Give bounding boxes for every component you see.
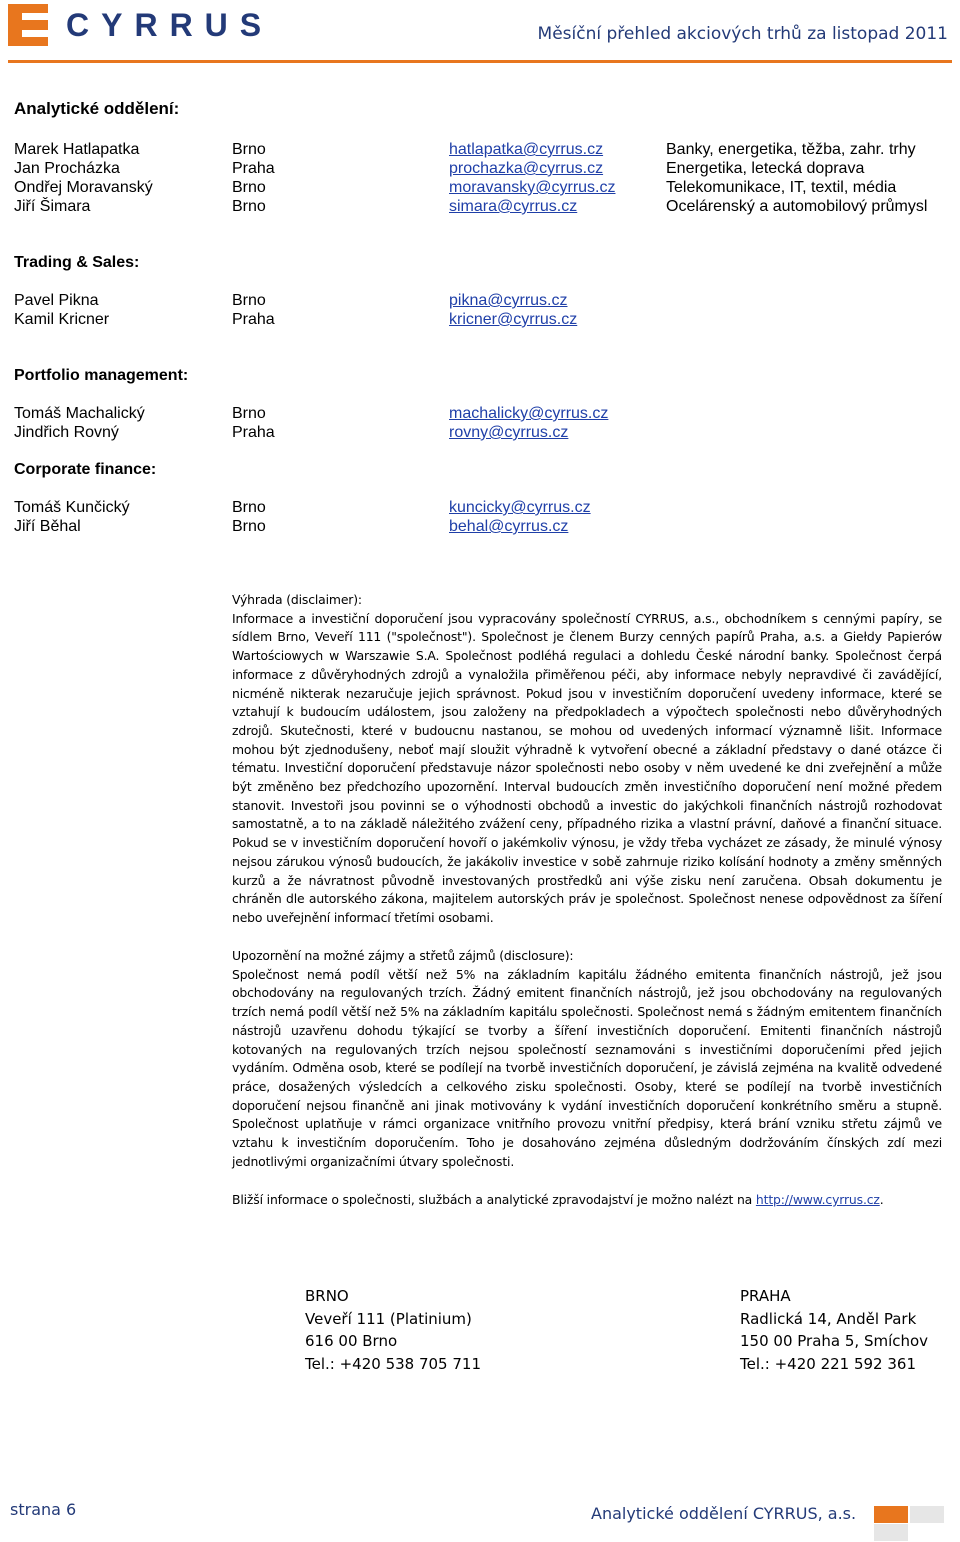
corporate-heading: Corporate finance: — [14, 461, 157, 478]
office-phone: Tel.: +420 221 592 361 — [740, 1354, 916, 1373]
office-phone: Tel.: +420 538 705 711 — [305, 1354, 481, 1373]
analytics-heading: Analytické oddělení: — [14, 99, 180, 118]
contact-name: Marek Hatlapatka — [14, 141, 140, 158]
office-brno — [305, 1285, 481, 1375]
contact-focus: Banky, energetika, těžba, zahr. trhy — [666, 141, 916, 158]
disclosure-label: Upozornění na možné zájmy a střetů zájmů (disclosure): — [232, 948, 574, 963]
contact-city: Brno — [232, 179, 266, 196]
contact-row — [14, 310, 954, 329]
contact-city: Brno — [232, 405, 266, 422]
contact-email-link[interactable]: machalicky@cyrrus.cz — [449, 405, 609, 422]
trading-heading: Trading & Sales: — [14, 254, 140, 271]
contact-email-link[interactable]: hatlapatka@cyrrus.cz — [449, 141, 604, 158]
contact-email-link[interactable]: behal@cyrrus.cz — [449, 518, 569, 535]
contact-city: Praha — [232, 424, 275, 441]
office-street: Veveří 111 (Platinium) — [305, 1309, 472, 1328]
contact-city: Praha — [232, 160, 275, 177]
office-praha — [740, 1285, 928, 1375]
website-link[interactable]: http://www.cyrrus.cz — [755, 1192, 880, 1207]
contact-name: Tomáš Kunčický — [14, 499, 130, 516]
contact-name: Jan Procházka — [14, 160, 120, 177]
more-info-text: Bližší informace o společnosti, službách a analytické zpravodajství je možno nalézt na — [232, 1192, 756, 1207]
contact-city: Brno — [232, 141, 266, 158]
office-city: PRAHA — [740, 1287, 791, 1305]
office-street: Radlická 14, Anděl Park — [740, 1309, 917, 1328]
grey-square-icon — [910, 1506, 944, 1523]
contact-city: Brno — [232, 292, 266, 309]
disclosure-block — [232, 947, 942, 1171]
contact-email-link[interactable]: simara@cyrrus.cz — [449, 198, 578, 215]
disclaimer-label: Výhrada (disclaimer): — [232, 592, 362, 607]
contact-name: Kamil Kricner — [14, 311, 110, 328]
contact-focus: Energetika, letecká doprava — [666, 160, 865, 177]
disclaimer-text: Informace a investiční doporučení jsou vypracovány společností CYRRUS, a.s., obchodníkem s cennými papíry, se sídlem Brno, Veveří 111 ("společnost"). Společnost je členem Burzy cenných papírů Praha, a.s. a Giełdy Papierów Wartościowych w Warszawie S.A. Společnost podléhá regulaci a dohledu České národní banky. Společnost čerpá informace z důvěryhodných zdrojů a vynaložila přiměřenou péči, aby informace nebyly nepravdivé či zavádějící, nicméně nikterak nezaručuje jejich správnost. Pokud jsou v investičním doporučení uvedeny informace, které se vztahují k budoucím událostem, jsou založeny na předpokladech a výpočtech společnosti nebo důvěryhodných zdrojů. Skutečnosti, které v budoucnu nastanou, se mohou od uvedených informací významně lišit. Informace mohou být zjednodušeny, neboť mají sloužit výhradně k vytvoření obecné a základní představy o dané otázce či tématu. Investiční doporučení představuje názor společnosti nebo osoby v něm uvedené ke dni zveřejnění a může být změněno bez předchozího upozornění. Interval budoucích změn investičního doporučení není možné předem stanovit. Investoři jsou povinni se o výhodnosti obchodů a investic do jakýchkoli finančních nástrojů rozhodovat samostatně, a to na základě náležitého zvážení ceny, případného rizika a vlastní právní, daňové a finanční situace. Pokud se v investičním doporučení hovoří o jakémkoliv výnosu, je vždy třeba vycházet ze zásady, že minulé výnosy nejsou zárukou výnosů budoucích, že jakákoliv investice v sobě zahrnuje riziko kolísání hodnoty a změny směnných kurzů a že návratnost původně investovaných prostředků ani výše zisku není zaručena. Obsah dokumentu je chráněn dle autorského zákona, majitelem autorských práv je společnost. Společnost nenese odpovědnost za šíření nebo uveřejnění informací třetími osobami. — [232, 610, 942, 925]
contact-email-link[interactable]: rovny@cyrrus.cz — [449, 424, 569, 441]
contact-email-link[interactable]: pikna@cyrrus.cz — [449, 292, 568, 309]
disclaimer-block — [232, 591, 942, 928]
contact-name: Jiří Šimara — [14, 198, 91, 215]
contact-focus: Ocelárenský a automobilový průmysl — [666, 198, 928, 215]
contact-row — [14, 404, 954, 423]
portfolio-heading: Portfolio management: — [14, 367, 189, 384]
cyrrus-logo-icon — [8, 4, 48, 46]
contact-email-link[interactable]: prochazka@cyrrus.cz — [449, 160, 604, 177]
contact-name: Tomáš Machalický — [14, 405, 145, 422]
contact-city: Brno — [232, 499, 266, 516]
contact-city: Brno — [232, 518, 266, 535]
contact-row — [14, 140, 954, 159]
contact-name: Pavel Pikna — [14, 292, 99, 309]
contact-name: Jindřich Rovný — [14, 424, 119, 441]
contact-email-link[interactable]: kricner@cyrrus.cz — [449, 311, 578, 328]
office-postcode: 616 00 Brno — [305, 1332, 398, 1350]
contact-name: Ondřej Moravanský — [14, 179, 153, 196]
orange-square-icon — [874, 1506, 908, 1523]
contact-email-link[interactable]: moravansky@cyrrus.cz — [449, 179, 616, 196]
contact-row — [14, 197, 954, 216]
more-info-suffix: . — [879, 1192, 884, 1207]
contact-name: Jiří Běhal — [14, 518, 81, 535]
office-city: BRNO — [305, 1287, 349, 1305]
contact-row — [14, 291, 954, 310]
brand-name: CYRRUS — [66, 7, 274, 43]
footer-department: Analytické oddělení CYRRUS, a.s. — [591, 1504, 857, 1523]
contact-city: Brno — [232, 198, 266, 215]
contact-row — [14, 423, 954, 442]
contact-city: Praha — [232, 311, 275, 328]
contact-row — [14, 159, 954, 178]
more-info — [232, 1191, 942, 1210]
disclosure-text: Společnost nemá podíl větší než 5% na základním kapitálu žádného emitenta finančních nástrojů, jež jsou obchodovány na regulovaných trzích. Žádný emitent finančních nástrojů, jež jsou obchodovány na regulovaných trzích nemá podíl větší než 5% na základním kapitálu společnosti. Společnost nemá s žádným emitentem finančních nástrojů uzavřenu dohodu týkající se tvorby a šíření investičních doporučení. Emitenti finančních nástrojů kotovaných na regulovaných trzích nejsou společností seznamováni s investičními doporučeními před jejich vydáním. Odměna osob, které se podílejí na tvorbě investičních doporučení, je závislá zejména na kvalitě odvedené práce, dosažených výsledcích a celkového zisku společnosti. Osoby, které se podílejí na tvorbě investičních doporučení nejsou finančně ani jinak motivovány k vydání investičních doporučení konkrétního směru a stupně. Společnost uplatňuje v rámci organizace vnitřního provozu vnitřní předpisy, která brání vzniku střetu zájmů ve vztahu k investičním doporučením. Toho je dosahováno zejména důsledným dodržováním čínských zdí mezi jednotlivými organizačními útvary společnosti. — [232, 966, 942, 1169]
blank-square-icon — [910, 1524, 944, 1541]
footer-squares-icon — [874, 1506, 946, 1540]
contact-row — [14, 517, 954, 536]
header-divider — [8, 60, 952, 63]
contact-row — [14, 178, 954, 197]
contact-focus: Telekomunikace, IT, textil, média — [666, 179, 897, 196]
grey-square-icon — [874, 1524, 908, 1541]
document-title: Měsíční přehled akciových trhů za listopad 2011 — [537, 24, 948, 44]
contact-email-link[interactable]: kuncicky@cyrrus.cz — [449, 499, 591, 516]
page-number: strana 6 — [10, 1500, 77, 1519]
office-postcode: 150 00 Praha 5, Smíchov — [740, 1332, 929, 1350]
contact-row — [14, 498, 954, 517]
